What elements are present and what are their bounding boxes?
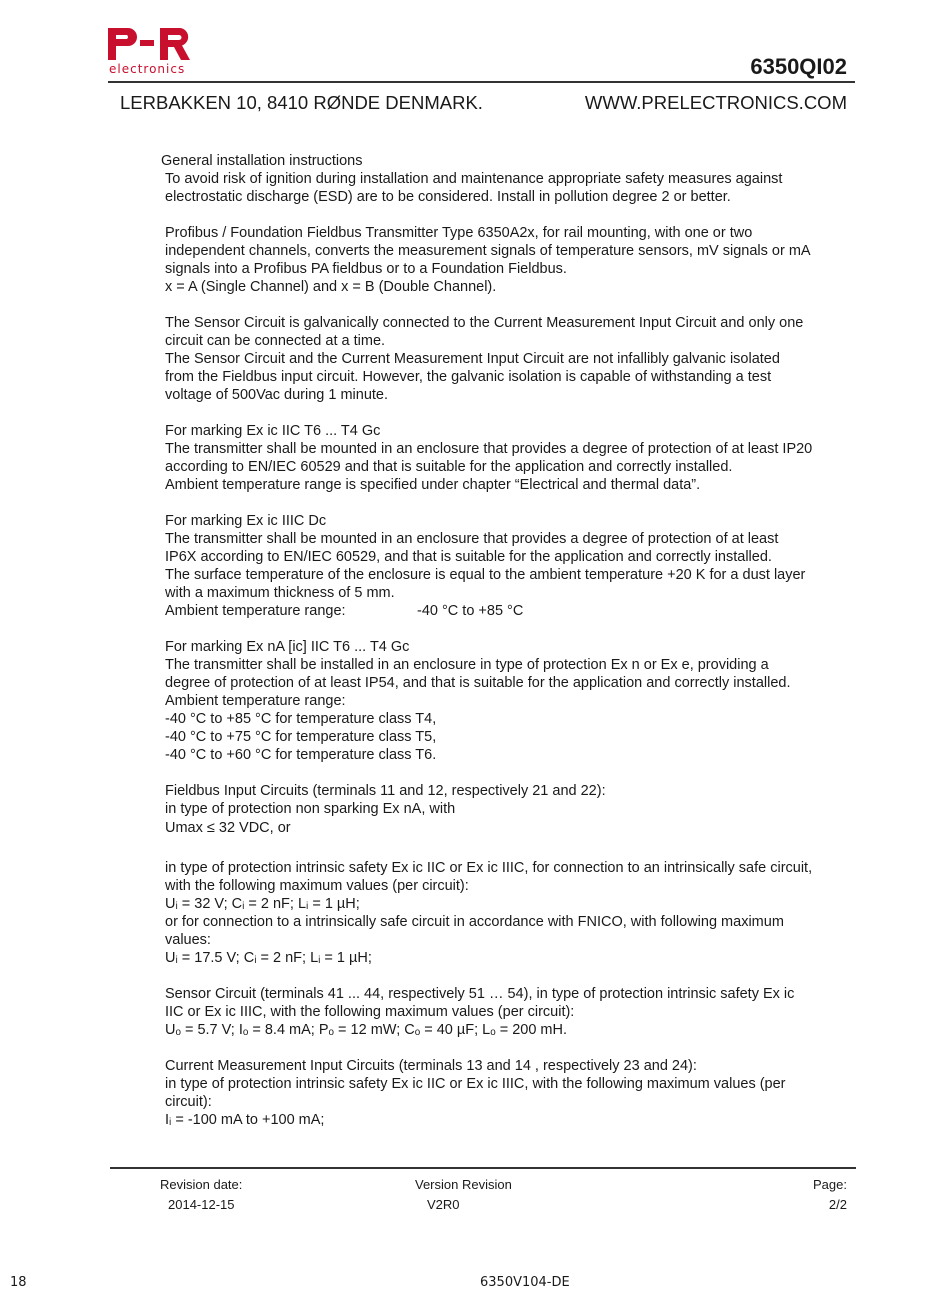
text-line: The transmitter shall be mounted in an enclosure that provides a degree of protection of at least IP20 — [165, 441, 813, 457]
text-line: according to EN/IEC 60529 and that is suitable for the application and correctly installed. — [165, 459, 733, 475]
text-line: For marking Ex ic IIIC Dc — [165, 513, 327, 529]
text-line: in type of protection intrinsic safety Ex ic IIC or Ex ic IIIC, for connection to an intrinsically safe circuit, — [165, 860, 813, 876]
paragraph-sensor-terminals — [165, 985, 870, 1039]
text-line: Profibus / Foundation Fieldbus Transmitter Type 6350A2x, for rail mounting, with one or two — [165, 225, 753, 241]
text-line: Uₒ = 5.7 V; Iₒ = 8.4 mA; Pₒ = 12 mW; Cₒ = 40 µF; Lₒ = 200 mH. — [165, 1022, 568, 1038]
text-line: in type of protection non sparking Ex nA, with — [165, 801, 456, 817]
pr-logo-icon — [108, 26, 192, 60]
text-line: For marking Ex ic IIC T6 ... T4 Gc — [165, 423, 381, 439]
text-line: The Sensor Circuit is galvanically connected to the Current Measurement Input Circuit and only one — [165, 315, 804, 331]
text-line: circuit can be connected at a time. — [165, 333, 386, 349]
text-line: or for connection to a intrinsically safe circuit in accordance with FNICO, with following maximum — [165, 914, 784, 930]
paragraph-marking-nA — [165, 638, 870, 764]
header-rule — [108, 81, 855, 83]
text-line: independent channels, converts the measurement signals of temperature sensors, mV signals or mA — [165, 243, 811, 259]
document-body — [161, 152, 870, 1147]
paragraph-current-input — [165, 1057, 870, 1129]
text-line: Current Measurement Input Circuits (terminals 13 and 14 , respectively 23 and 24): — [165, 1058, 697, 1074]
paragraph-fieldbus-input — [165, 782, 870, 837]
text-line: circuit): — [165, 1094, 212, 1110]
paragraph-transmitter — [165, 224, 870, 296]
text-line: The Sensor Circuit and the Current Measurement Input Circuit are not infallibly galvanic isolated — [165, 351, 780, 367]
text-line: To avoid risk of ignition during installation and maintenance appropriate safety measures against — [165, 171, 783, 187]
text-line: with the following maximum values (per circuit): — [165, 878, 469, 894]
ambient-range-label: Ambient temperature range: — [165, 603, 346, 619]
paragraph-marking-ic-iiic — [165, 512, 870, 620]
version-value: V2R0 — [427, 1197, 460, 1212]
text-line: in type of protection intrinsic safety Ex ic IIC or Ex ic IIIC, with the following maximum values (per — [165, 1076, 786, 1092]
ambient-range-line — [165, 602, 870, 620]
text-line: -40 °C to +85 °C for temperature class T4, — [165, 711, 437, 727]
page-label: Page: — [813, 1177, 847, 1192]
text-line: electrostatic discharge (ESD) are to be considered. Install in pollution degree 2 or better. — [165, 189, 731, 205]
text-line: Umax ≤ 32 VDC, or — [165, 820, 291, 836]
text-line: For marking Ex nA [ic] IIC T6 ... T4 Gc — [165, 639, 410, 655]
text-line: values: — [165, 932, 211, 948]
footer-rule — [110, 1167, 856, 1169]
text-line: -40 °C to +60 °C for temperature class T6. — [165, 747, 437, 763]
text-line: -40 °C to +75 °C for temperature class T5, — [165, 729, 437, 745]
text-line: The transmitter shall be installed in an enclosure in type of protection Ex n or Ex e, providing a — [165, 657, 769, 673]
text-line: Uᵢ = 17.5 V; Cᵢ = 2 nF; Lᵢ = 1 µH; — [165, 950, 372, 966]
text-line: The transmitter shall be mounted in an enclosure that provides a degree of protection of at least — [165, 531, 779, 547]
company-address: LERBAKKEN 10, 8410 RØNDE DENMARK. — [120, 92, 483, 113]
revision-date: 2014-12-15 — [168, 1197, 235, 1212]
revision-date-label: Revision date: — [160, 1177, 243, 1192]
text-line: Iᵢ = -100 mA to +100 mA; — [165, 1112, 325, 1128]
text-line: The surface temperature of the enclosure is equal to the ambient temperature +20 K for a dust layer — [165, 567, 806, 583]
text-line: Sensor Circuit (terminals 41 ... 44, respectively 51 … 54), in type of protection intrinsic safety Ex ic — [165, 986, 795, 1002]
text-line: from the Fieldbus input circuit. However, the galvanic isolation is capable of withstanding a test — [165, 369, 772, 385]
text-line: Ambient temperature range: — [165, 693, 346, 709]
paragraph-esd — [165, 170, 870, 206]
text-line: IIC or Ex ic IIIC, with the following maximum values (per circuit): — [165, 1004, 575, 1020]
text-line: Uᵢ = 32 V; Cᵢ = 2 nF; Lᵢ = 1 µH; — [165, 896, 360, 912]
text-line: IP6X according to EN/IEC 60529, and that is suitable for the application and correctly installed. — [165, 549, 772, 565]
version-label: Version Revision — [415, 1177, 512, 1192]
page-value: 2/2 — [828, 1197, 847, 1212]
text-line: degree of protection of at least IP54, and that is suitable for the application and correctly installed. — [165, 675, 791, 691]
paragraph-intrinsic-safety — [165, 859, 870, 967]
paragraph-sensor-circuit — [165, 314, 870, 404]
ambient-range-value: -40 °C to +85 °C — [417, 603, 524, 619]
text-line: x = A (Single Channel) and x = B (Double Channel). — [165, 279, 497, 295]
manual-id: 6350V104-DE — [480, 1275, 570, 1290]
text-line: Fieldbus Input Circuits (terminals 11 and 12, respectively 21 and 22): — [165, 783, 606, 799]
company-website: WWW.PRELECTRONICS.COM — [584, 92, 847, 113]
document-id: 6350QI02 — [750, 54, 847, 79]
manual-page-number: 18 — [10, 1275, 27, 1290]
text-line: with a maximum thickness of 5 mm. — [165, 585, 395, 601]
section-heading: General installation instructions — [161, 153, 363, 169]
pr-electronics-logo — [108, 26, 192, 78]
text-line: voltage of 500Vac during 1 minute. — [165, 387, 389, 403]
paragraph-marking-ic-iic — [165, 422, 870, 494]
text-line: Ambient temperature range is specified under chapter “Electrical and thermal data”. — [165, 477, 701, 493]
logo-subtitle: electronics — [109, 62, 186, 76]
text-line: signals into a Profibus PA fieldbus or to a Foundation Fieldbus. — [165, 261, 567, 277]
